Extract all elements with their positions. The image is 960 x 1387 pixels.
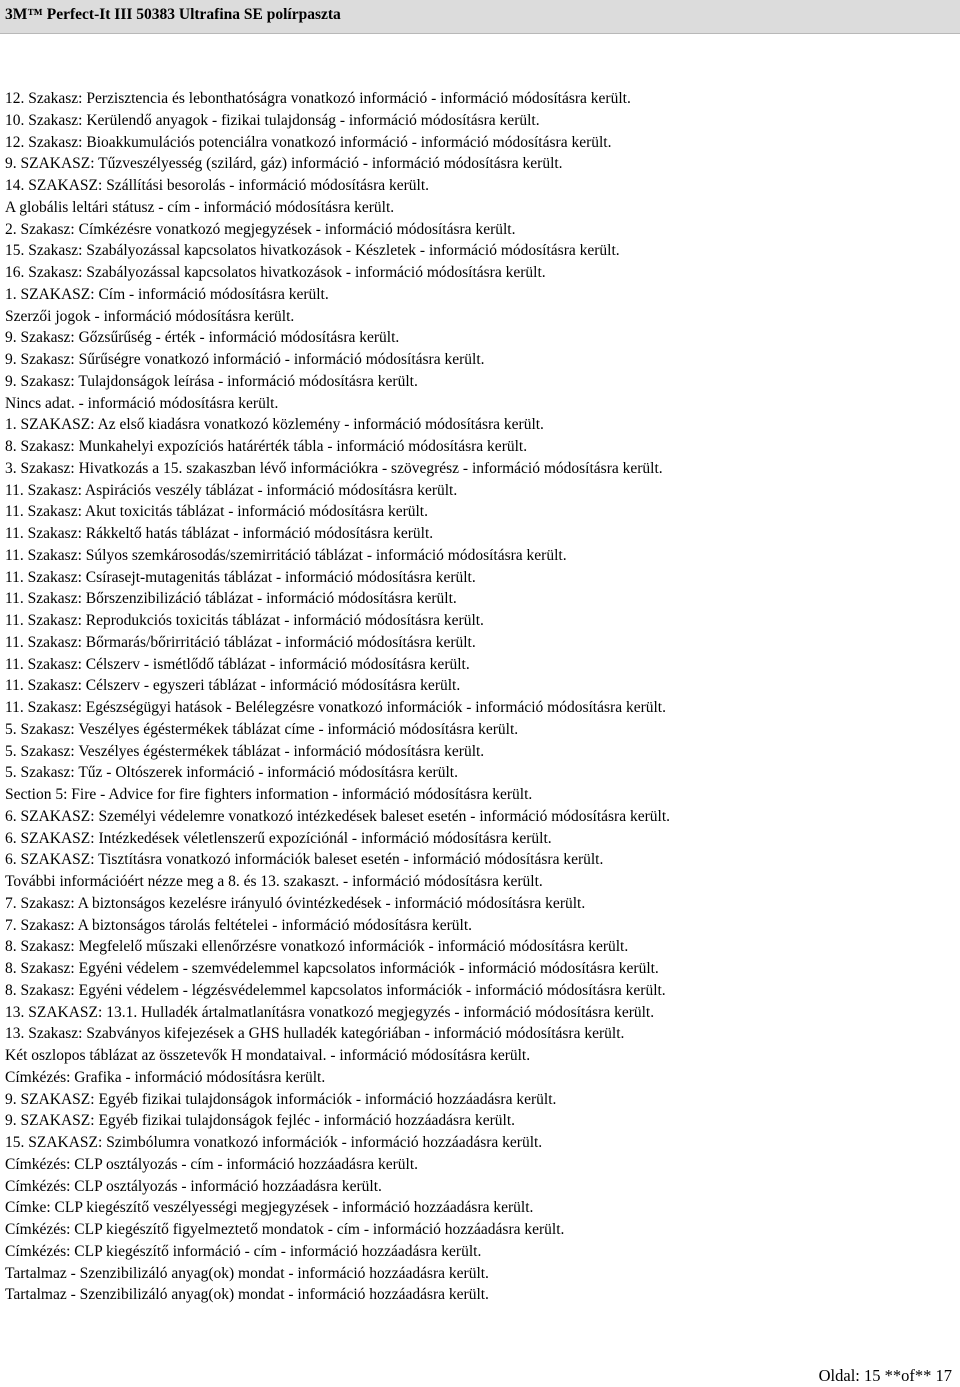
revision-line: 2. Szakasz: Címkézésre vonatkozó megjegyzések - információ módosításra került. <box>5 220 516 238</box>
revision-line: 6. SZAKASZ: Tisztításra vonatkozó információk baleset esetén - információ módosításra került. <box>5 851 604 869</box>
revision-line: 11. Szakasz: Egészségügyi hatások - Belélegzésre vonatkozó információk - információ módosításra került. <box>5 699 666 716</box>
revision-line: 7. Szakasz: A biztonságos kezelésre irányuló óvintézkedések - információ módosításra került. <box>5 894 586 912</box>
revision-line: 11. Szakasz: Csírasejt-mutagenitás táblázat - információ módosításra került. <box>5 568 476 586</box>
revision-line: 14. SZAKASZ: Szállítási besorolás - információ módosításra került. <box>5 177 430 194</box>
revision-line: 1. SZAKASZ: Az első kiadásra vonatkozó közlemény - információ módosításra került. <box>5 416 544 434</box>
revision-line: 11. Szakasz: Bőrmarás/bőrirritáció táblázat - információ módosításra került. <box>5 633 476 651</box>
revision-line: 1. SZAKASZ: Cím - információ módosításra került. <box>5 285 329 303</box>
revision-line: 9. SZAKASZ: Egyéb fizikai tulajdonságok fejléc - információ hozzáadásra került. <box>5 1112 516 1130</box>
product-title: 3M™ Perfect-It III 50383 Ultrafina SE polírpaszta <box>5 6 341 23</box>
revision-line: 12. Szakasz: Bioakkumulációs potenciálra vonatkozó információ - információ módosításra került. <box>5 133 612 151</box>
revision-line: 12. Szakasz: Perzisztencia és lebonthatóságra vonatkozó információ - információ módosításra került. <box>5 90 631 107</box>
revision-line: Címkézés: CLP kiegészítő információ - cím - információ hozzáadásra került. <box>5 1242 482 1260</box>
revision-line: 5. Szakasz: Tűz - Oltószerek információ - információ módosításra került. <box>5 764 458 782</box>
revision-line: Címkézés: CLP kiegészítő figyelmeztető mondatok - cím - információ hozzáadásra került. <box>5 1221 565 1238</box>
revision-line: 11. Szakasz: Bőrszenzibilizáció táblázat - információ módosításra került. <box>5 590 457 608</box>
revision-line: 6. SZAKASZ: Intézkedések véletlenszerű expozíciónál - információ módosításra került. <box>5 829 552 847</box>
revision-line: További információért nézze meg a 8. és 13. szakaszt. - információ módosításra került. <box>5 873 543 890</box>
revision-line: 9. SZAKASZ: Egyéb fizikai tulajdonságok információk - információ hozzáadásra került. <box>5 1090 557 1108</box>
revision-line: 3. Szakasz: Hivatkozás a 15. szakaszban lévő információkra - szövegrész - információ módosításra került. <box>5 459 663 477</box>
revision-line: 8. Szakasz: Egyéni védelem - szemvédelemmel kapcsolatos információk - információ módosításra került. <box>5 960 659 977</box>
revision-line: 8. Szakasz: Munkahelyi expozíciós határérték tábla - információ módosításra került. <box>5 438 528 455</box>
revision-line: 11. Szakasz: Súlyos szemkárosodás/szemirritáció táblázat - információ módosításra került. <box>5 546 567 564</box>
revision-line: Tartalmaz - Szenzibilizáló anyag(ok) mondat - információ hozzáadásra került. <box>5 1264 489 1282</box>
revision-line: 8. Szakasz: Egyéni védelem - légzésvédelemmel kapcsolatos információk - információ módosításra került. <box>5 981 666 999</box>
revision-line: 6. SZAKASZ: Személyi védelemre vonatkozó intézkedések baleset esetén - információ módosításra került. <box>5 807 671 825</box>
revision-line: 11. Szakasz: Reprodukciós toxicitás táblázat - információ módosításra került. <box>5 612 484 629</box>
revision-line: 13. Szakasz: Szabványos kifejezések a GHS hulladék kategóriában - információ módosításra került. <box>5 1025 625 1043</box>
revision-line: 9. Szakasz: Tulajdonságok leírása - információ módosításra került. <box>5 372 418 390</box>
revision-line: 15. Szakasz: Szabályozással kapcsolatos hivatkozások - Készletek - információ módosításra került. <box>5 242 620 260</box>
revision-line: 9. Szakasz: Gőzsűrűség - érték - információ módosításra került. <box>5 329 400 347</box>
revision-line: 10. Szakasz: Kerülendő anyagok - fizikai tulajdonság - információ módosításra került. <box>5 111 540 129</box>
revision-line: 9. SZAKASZ: Tűzveszélyesség (szilárd, gáz) információ - információ módosításra került. <box>5 155 563 173</box>
revision-line: Címkézés: CLP osztályozás - információ hozzáadásra került. <box>5 1177 382 1195</box>
revision-line: 11. Szakasz: Célszerv - ismétlődő táblázat - információ módosításra került. <box>5 655 470 673</box>
revision-line: 11. Szakasz: Rákkeltő hatás táblázat - információ módosításra került. <box>5 525 434 542</box>
revision-line: Két oszlopos táblázat az összetevők H mondataival. - információ módosításra került. <box>5 1047 531 1064</box>
document-header <box>0 0 960 34</box>
revision-line: Section 5: Fire - Advice for fire fighters information - információ módosításra került. <box>5 786 533 803</box>
revision-line: Szerzői jogok - információ módosításra került. <box>5 307 295 325</box>
revision-line: Címke: CLP kiegészítő veszélyességi megjegyzések - információ hozzáadásra került. <box>5 1199 534 1217</box>
revision-line: 5. Szakasz: Veszélyes égéstermékek táblázat címe - információ módosításra került. <box>5 720 519 738</box>
page-number: Oldal: 15 **of** 17 <box>818 1366 952 1385</box>
revision-line: 7. Szakasz: A biztonságos tárolás feltételei - információ módosításra került. <box>5 916 473 934</box>
revision-line: 11. Szakasz: Aspirációs veszély táblázat - információ módosításra került. <box>5 481 458 499</box>
revision-line: 16. Szakasz: Szabályozással kapcsolatos hivatkozások - információ módosításra került. <box>5 264 546 281</box>
revision-line: 8. Szakasz: Megfelelő műszaki ellenőrzésre vonatkozó információk - információ módosításra került. <box>5 938 629 956</box>
revision-list <box>5 88 955 1306</box>
revision-line: A globális leltári státusz - cím - információ módosításra került. <box>5 198 395 216</box>
revision-line: 11. Szakasz: Célszerv - egyszeri táblázat - információ módosításra került. <box>5 677 461 695</box>
revision-line: 5. Szakasz: Veszélyes égéstermékek táblázat - információ módosításra került. <box>5 742 485 760</box>
revision-line: 15. SZAKASZ: Szimbólumra vonatkozó információk - információ hozzáadásra került. <box>5 1134 543 1151</box>
revision-line: Címkézés: CLP osztályozás - cím - információ hozzáadásra került. <box>5 1155 419 1173</box>
revision-line: 11. Szakasz: Akut toxicitás táblázat - információ módosításra került. <box>5 503 428 521</box>
revision-line: Címkézés: Grafika - információ módosításra került. <box>5 1068 326 1086</box>
revision-line: 13. SZAKASZ: 13.1. Hulladék ártalmatlanításra vonatkozó megjegyzés - információ módosításra került. <box>5 1003 655 1021</box>
revision-line: 9. Szakasz: Sűrűségre vonatkozó információ - információ módosításra került. <box>5 351 485 368</box>
revision-line: Tartalmaz - Szenzibilizáló anyag(ok) mondat - információ hozzáadásra került. <box>5 1286 489 1304</box>
revision-line: Nincs adat. - információ módosításra került. <box>5 394 279 412</box>
